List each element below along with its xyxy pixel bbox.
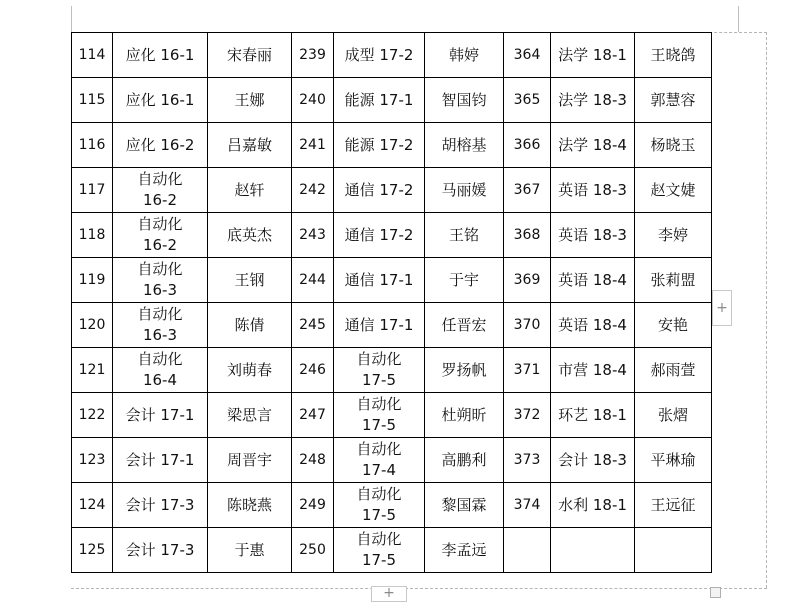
class-cell[interactable]	[113, 168, 208, 213]
name-cell[interactable]: 李孟远	[425, 528, 504, 573]
name-cell[interactable]: 杜朔昕	[425, 393, 504, 438]
id-cell[interactable]: 369	[504, 258, 551, 303]
class-cell[interactable]	[113, 78, 208, 123]
class-cell-line: 自动化	[137, 170, 183, 188]
table-row	[72, 303, 712, 348]
id-cell[interactable]: 114	[72, 33, 113, 78]
class-cell-line: 会计 17-3	[125, 540, 195, 559]
class-cell[interactable]	[113, 33, 208, 78]
class-cell-line: 17-5	[361, 506, 397, 524]
id-cell[interactable]: 119	[72, 258, 113, 303]
class-cell-line: 英语 18-3	[558, 180, 627, 199]
class-cell[interactable]	[551, 168, 635, 213]
table-row	[72, 213, 712, 258]
class-cell[interactable]	[113, 123, 208, 168]
class-cell-line: 英语 18-4	[558, 270, 627, 289]
class-cell-line: 成型 17-2	[344, 45, 414, 64]
name-cell[interactable]: 刘萌春	[208, 348, 292, 393]
name-cell[interactable]: 安艳	[635, 303, 712, 348]
class-cell[interactable]	[113, 303, 208, 348]
id-cell[interactable]: 243	[292, 213, 334, 258]
name-cell[interactable]: 马丽媛	[425, 168, 504, 213]
class-cell[interactable]	[551, 123, 635, 168]
student-table	[71, 32, 712, 573]
name-cell[interactable]: 胡榕基	[425, 123, 504, 168]
class-cell-line: 能源 17-2	[344, 135, 414, 154]
name-cell[interactable]: 梁思言	[208, 393, 292, 438]
name-cell[interactable]: 任晋宏	[425, 303, 504, 348]
class-cell[interactable]	[551, 303, 635, 348]
name-cell[interactable]: 王娜	[208, 78, 292, 123]
class-cell-line: 会计 17-1	[125, 405, 195, 424]
table-row	[72, 33, 712, 78]
class-cell-line: 自动化	[137, 215, 183, 233]
class-cell-line: 16-4	[142, 371, 178, 389]
name-cell[interactable]: 李婷	[635, 213, 712, 258]
table-row	[72, 348, 712, 393]
margin-guide-right	[766, 32, 767, 588]
add-column-button[interactable]: +	[712, 290, 732, 326]
class-cell-line: 17-5	[361, 416, 397, 434]
class-cell-line: 法学 18-1	[558, 45, 627, 64]
id-cell[interactable]: 366	[504, 123, 551, 168]
name-cell[interactable]: 赵轩	[208, 168, 292, 213]
class-cell-line: 应化 16-2	[125, 135, 195, 154]
class-cell-line: 自动化	[356, 485, 402, 503]
name-cell[interactable]: 黎国霖	[425, 483, 504, 528]
id-cell[interactable]: 247	[292, 393, 334, 438]
name-cell[interactable]: 王铭	[425, 213, 504, 258]
class-cell[interactable]	[551, 483, 635, 528]
class-cell-line: 17-5	[361, 371, 397, 389]
name-cell[interactable]: 陈晓燕	[208, 483, 292, 528]
name-cell[interactable]: 韩婷	[425, 33, 504, 78]
id-cell[interactable]: 245	[292, 303, 334, 348]
id-cell[interactable]: 374	[504, 483, 551, 528]
id-cell[interactable]: 248	[292, 438, 334, 483]
class-cell[interactable]	[113, 348, 208, 393]
name-cell[interactable]: 宋春丽	[208, 33, 292, 78]
name-cell[interactable]: 杨晓玉	[635, 123, 712, 168]
class-cell-line: 英语 18-3	[558, 225, 627, 244]
class-cell[interactable]	[334, 78, 425, 123]
name-cell[interactable]: 吕嘉敏	[208, 123, 292, 168]
id-cell[interactable]: 371	[504, 348, 551, 393]
name-cell[interactable]: 张熠	[635, 393, 712, 438]
name-cell[interactable]: 郝雨萱	[635, 348, 712, 393]
class-cell[interactable]	[113, 258, 208, 303]
table-row	[72, 528, 712, 573]
table-row	[72, 123, 712, 168]
class-cell[interactable]	[113, 393, 208, 438]
class-cell-line: 自动化	[356, 530, 402, 548]
table-row	[72, 483, 712, 528]
class-cell[interactable]	[334, 123, 425, 168]
id-cell[interactable]: 244	[292, 258, 334, 303]
id-cell[interactable]: 372	[504, 393, 551, 438]
class-cell[interactable]	[334, 528, 425, 573]
class-cell-line: 自动化	[356, 350, 402, 368]
name-cell[interactable]: 王钢	[208, 258, 292, 303]
class-cell-line: 应化 16-1	[125, 45, 195, 64]
class-cell-line: 环艺 18-1	[558, 405, 627, 424]
class-cell[interactable]	[334, 438, 425, 483]
class-cell-line: 16-2	[142, 191, 178, 209]
class-cell-line: 水利 18-1	[558, 495, 627, 514]
id-cell[interactable]: 239	[292, 33, 334, 78]
id-cell[interactable]: 368	[504, 213, 551, 258]
table-row	[72, 393, 712, 438]
table-row	[72, 78, 712, 123]
name-cell[interactable]	[635, 528, 712, 573]
class-cell[interactable]	[551, 528, 635, 573]
class-cell[interactable]	[334, 33, 425, 78]
id-cell[interactable]: 364	[504, 33, 551, 78]
id-cell[interactable]: 122	[72, 393, 113, 438]
name-cell[interactable]: 底英杰	[208, 213, 292, 258]
class-cell-line: 自动化	[356, 440, 402, 458]
table-row	[72, 168, 712, 213]
id-cell[interactable]: 242	[292, 168, 334, 213]
class-cell-line: 16-3	[142, 281, 178, 299]
class-cell-line: 会计 17-3	[125, 495, 195, 514]
name-cell[interactable]: 智国钧	[425, 78, 504, 123]
name-cell[interactable]: 张莉盟	[635, 258, 712, 303]
class-cell-line: 应化 16-1	[125, 90, 195, 109]
id-cell[interactable]: 124	[72, 483, 113, 528]
class-cell[interactable]	[551, 393, 635, 438]
add-row-button[interactable]: +	[371, 586, 407, 602]
class-cell-line: 会计 17-1	[125, 450, 195, 469]
class-cell[interactable]	[551, 258, 635, 303]
name-cell[interactable]: 于宇	[425, 258, 504, 303]
class-cell-line: 法学 18-3	[558, 90, 627, 109]
class-cell-line: 16-2	[142, 236, 178, 254]
class-cell[interactable]	[334, 393, 425, 438]
id-cell[interactable]: 240	[292, 78, 334, 123]
resize-grip-icon[interactable]	[710, 587, 721, 598]
name-cell[interactable]: 王远征	[635, 483, 712, 528]
class-cell[interactable]	[113, 528, 208, 573]
class-cell[interactable]	[334, 483, 425, 528]
class-cell[interactable]	[551, 78, 635, 123]
class-cell[interactable]	[551, 438, 635, 483]
id-cell[interactable]: 121	[72, 348, 113, 393]
page-corner-mark-left	[71, 6, 72, 32]
class-cell-line: 自动化	[137, 350, 183, 368]
id-cell[interactable]: 120	[72, 303, 113, 348]
page-corner-mark-right	[738, 6, 739, 32]
class-cell-line: 会计 18-3	[558, 450, 627, 469]
id-cell[interactable]: 115	[72, 78, 113, 123]
class-cell-line: 通信 17-1	[344, 315, 414, 334]
name-cell[interactable]: 赵文婕	[635, 168, 712, 213]
id-cell[interactable]: 367	[504, 168, 551, 213]
name-cell[interactable]: 周晋宇	[208, 438, 292, 483]
name-cell[interactable]: 郭慧容	[635, 78, 712, 123]
class-cell-line: 通信 17-2	[344, 180, 414, 199]
class-cell-line: 通信 17-2	[344, 225, 414, 244]
class-cell[interactable]	[551, 348, 635, 393]
class-cell-line: 法学 18-4	[558, 135, 627, 154]
class-cell-line: 能源 17-1	[344, 90, 414, 109]
class-cell[interactable]	[113, 483, 208, 528]
table-body	[72, 33, 712, 573]
id-cell[interactable]: 246	[292, 348, 334, 393]
id-cell[interactable]: 249	[292, 483, 334, 528]
class-cell-line: 英语 18-4	[558, 315, 627, 334]
table-row	[72, 258, 712, 303]
class-cell[interactable]	[334, 348, 425, 393]
name-cell[interactable]: 王晓鸽	[635, 33, 712, 78]
id-cell[interactable]: 373	[504, 438, 551, 483]
class-cell-line: 通信 17-1	[344, 270, 414, 289]
id-cell[interactable]	[504, 528, 551, 573]
class-cell-line: 市营 18-4	[558, 360, 627, 379]
id-cell[interactable]: 116	[72, 123, 113, 168]
id-cell[interactable]: 250	[292, 528, 334, 573]
id-cell[interactable]: 370	[504, 303, 551, 348]
id-cell[interactable]: 123	[72, 438, 113, 483]
name-cell[interactable]: 平琳瑜	[635, 438, 712, 483]
class-cell-line: 自动化	[137, 260, 183, 278]
class-cell[interactable]	[551, 33, 635, 78]
class-cell-line: 自动化	[356, 395, 402, 413]
class-cell-line: 17-5	[361, 551, 397, 569]
id-cell[interactable]: 365	[504, 78, 551, 123]
class-cell[interactable]	[551, 213, 635, 258]
class-cell[interactable]	[334, 168, 425, 213]
id-cell[interactable]: 117	[72, 168, 113, 213]
class-cell-line: 17-4	[361, 461, 397, 479]
name-cell[interactable]: 于惠	[208, 528, 292, 573]
name-cell[interactable]: 陈倩	[208, 303, 292, 348]
class-cell[interactable]	[334, 213, 425, 258]
margin-guide-bottom	[71, 588, 767, 589]
class-cell[interactable]	[113, 213, 208, 258]
id-cell[interactable]: 125	[72, 528, 113, 573]
table-row	[72, 438, 712, 483]
id-cell[interactable]: 118	[72, 213, 113, 258]
name-cell[interactable]: 罗扬帆	[425, 348, 504, 393]
id-cell[interactable]: 241	[292, 123, 334, 168]
class-cell-line: 自动化	[137, 305, 183, 323]
name-cell[interactable]: 高鹏利	[425, 438, 504, 483]
class-cell[interactable]	[113, 438, 208, 483]
class-cell[interactable]	[334, 258, 425, 303]
class-cell[interactable]	[334, 303, 425, 348]
class-cell-line: 16-3	[142, 326, 178, 344]
